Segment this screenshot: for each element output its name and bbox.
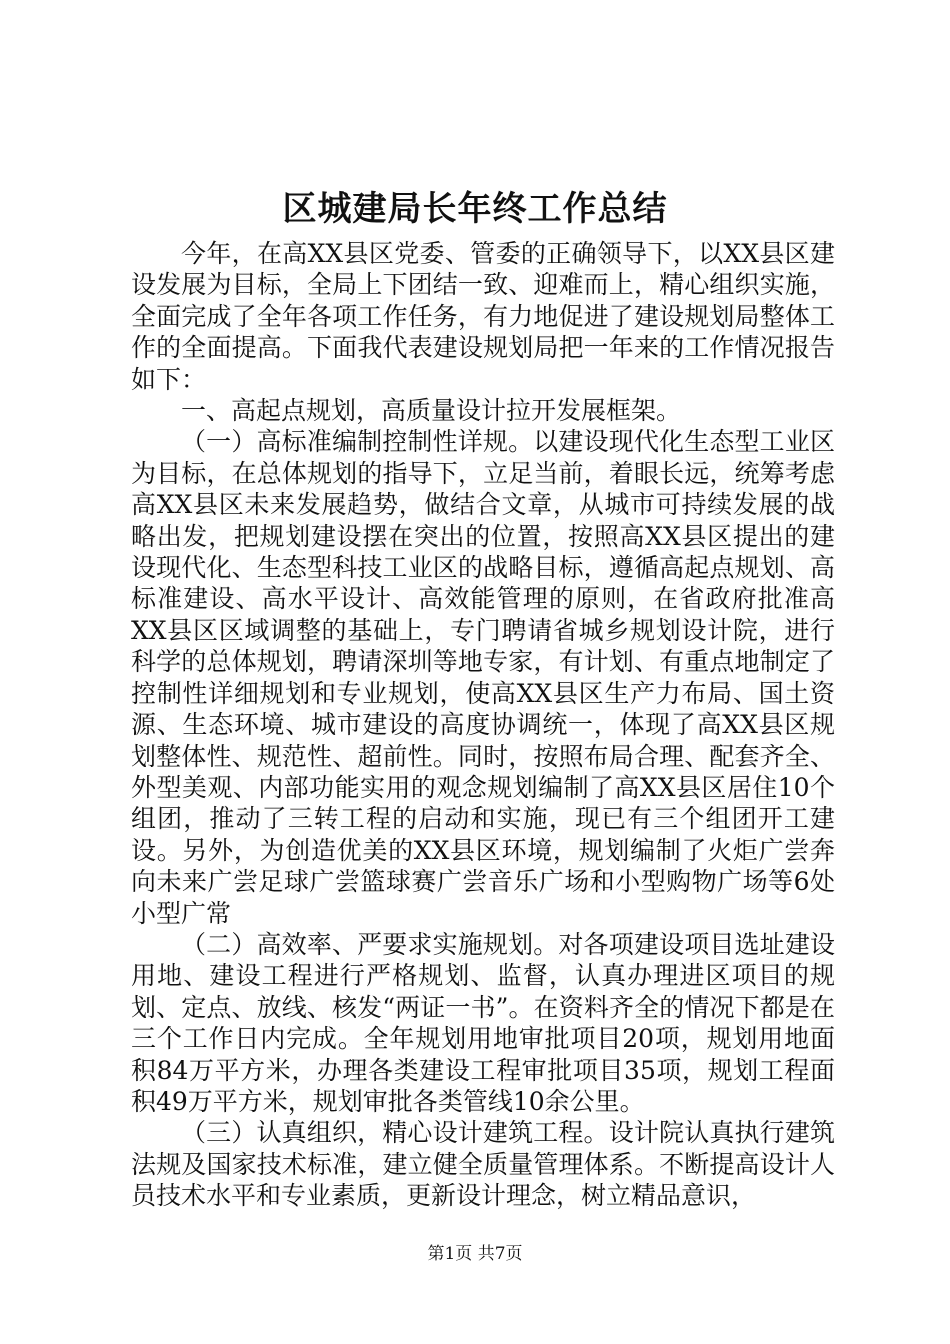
paragraph-subsection-2: （二）高效率、严要求实施规划。对各项建设项目选址建设用地、建设工程进行严格规划、监督，认真办理进区项目的规划、定点、放线、核发“两证一书”。在资料齐全的情况下都是在三个工作日内完成。全年规划用地审批项目20项，规划用地面积84万平方米，办理各类建设工程审批项目35项，规划工程面积49万平方米，规划审批各类管线10余公里。 [131,929,835,1116]
document-title: 区城建局长年终工作总结 [282,189,668,229]
paragraph-subsection-3: （三）认真组织，精心设计建筑工程。设计院认真执行建筑法规及国家技术标准，建立健全质量管理体系。不断提高设计人员技术水平和专业素质，更新设计理念，树立精品意识， [131,1118,835,1211]
paragraph-section-heading: 一、高起点规划，高质量设计拉开发展框架。 [181,396,682,426]
paragraph-intro: 今年，在高XX县区党委、管委的正确领导下，以XX县区建设发展为目标，全局上下团结一致、迎难而上，精心组织实施，全面完成了全年各项工作任务，有力地促进了建设规划局整体工作的全面提高。下面我代表建设规划局把一年来的工作情况报告如下： [131,239,835,394]
page-number-footer: 第1页 共7页 [427,1244,523,1264]
paragraph-subsection-1: （一）高标准编制控制性详规。以建设现代化生态型工业区为目标，在总体规划的指导下，立足当前，着眼长远，统筹考虑高XX县区未来发展趋势，做结合文章，从城市可持续发展的战略出发，把规划建设摆在突出的位置，按照高XX县区提出的建设现代化、生态型科技工业区的战略目标，遵循高起点规划、高标准建设、高水平设计、高效能管理的原则，在省政府批准高XX县区区域调整的基础上，专门聘请省城乡规划设计院，进行科学的总体规划，聘请深圳等地专家，有计划、有重点地制定了控制性详细规划和专业规划，使高XX县区生产力布局、国土资源、生态环境、城市建设的高度协调统一，体现了高XX县区规划整体性、规范性、超前性。同时，按照布局合理、配套齐全、外型美观、内部功能实用的观念规划编制了高XX县区居住10个组团，推动了三转工程的启动和实施，现已有三个组团开工建设。另外，为创造优美的XX县区环境，规划编制了火炬广尝奔向未来广尝足球广尝篮球赛广尝音乐广场和小型购物广场等6处小型广常 [131,427,835,928]
document-body [131,238,835,1212]
